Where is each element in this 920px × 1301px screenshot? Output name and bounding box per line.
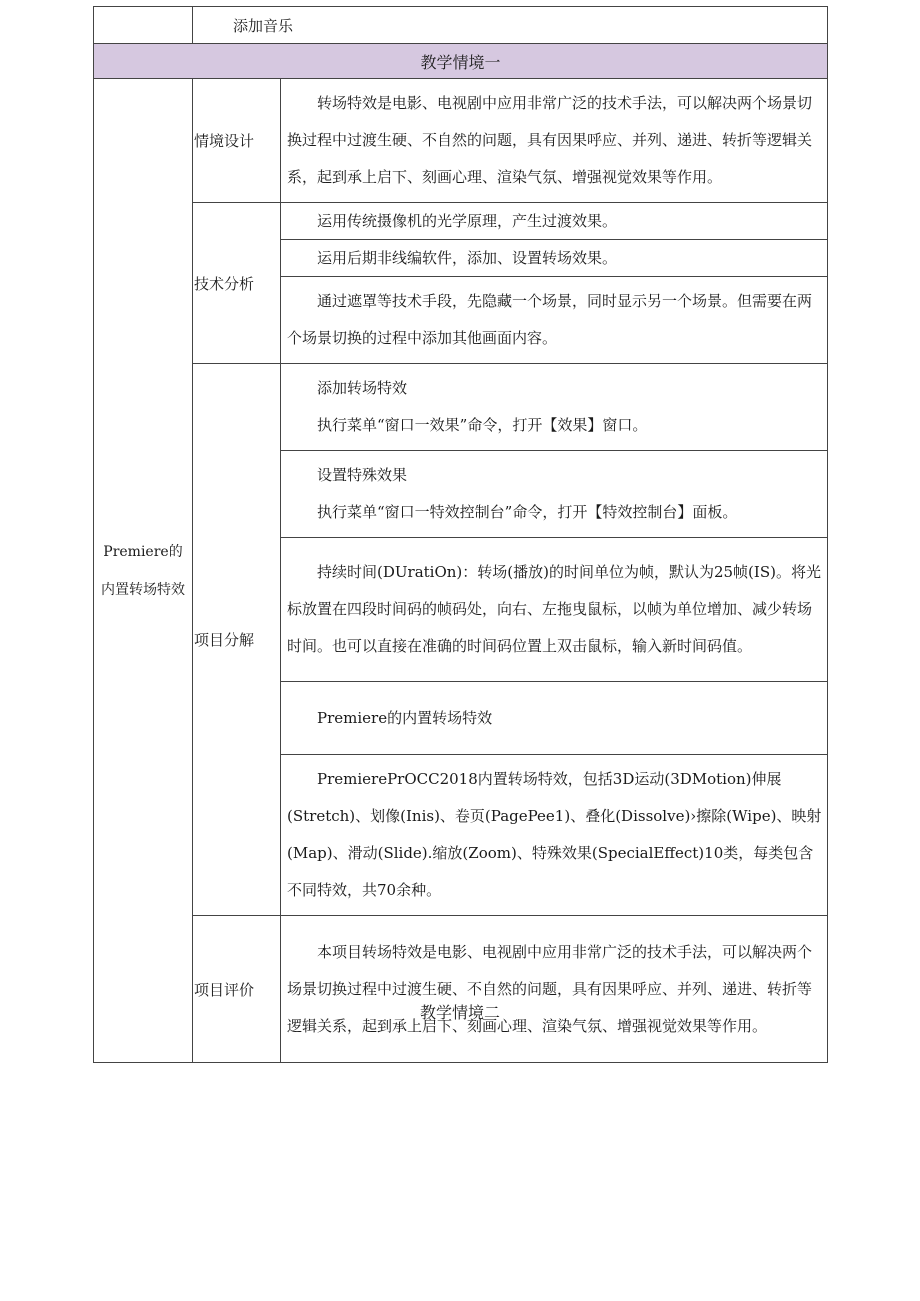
step-1-text: 执行菜单“窗口一效果”命令，打开【效果】窗口。 [317, 416, 648, 434]
step-2-text: 执行菜单“窗口一特效控制台”命令，打开【特效控制台】面板。 [317, 503, 738, 521]
top-row-label: 添加音乐 [193, 7, 828, 44]
analysis-item-3: 通过遮罩等技术手段，先隐藏一个场景，同时显示另一个场景。但需要在两个场景切换的过程中添加其他画面内容。 [281, 277, 828, 364]
analysis-item-2: 运用后期非线编软件，添加、设置转场效果。 [281, 240, 828, 277]
step-2-title: 设置特殊效果 [317, 466, 408, 484]
builtin-text: PremierePrOCC2018内置转场特效，包括3D运动(3DMotion)伸展(Stretch)、划像(Inis)、卷页(PagePee1)、叠化(Dissolve)›擦除(Wipe)、映射(Map)、滑动(Slide).缩放(Zoom)、特殊效果(SpecialEffect)10类，每类包含不同特效，共70余种。 [281, 755, 828, 916]
breakdown-step-2 [281, 451, 828, 538]
duration-text: 持续时间(DUratiOn)：转场(播放)的时间单位为帧，默认为25帧(IS)。将光标放置在四段时间码的帧码处，向右、左拖曳鼠标，以帧为单位增加、减少转场时间。也可以直接在准确的时间码位置上双击鼠标，输入新时间码值。 [281, 538, 828, 682]
design-text: 转场特效是电影、电视剧中应用非常广泛的技术手法，可以解决两个场景切换过程中过渡生硬、不自然的问题，具有因果呼应、并列、递进、转折等逻辑关系，起到承上启下、刻画心理、渲染气氛、增强视觉效果等作用。 [281, 79, 828, 203]
section-banner: 教学情境一 [94, 44, 828, 79]
evaluation-text: 本项目转场特效是电影、电视剧中应用非常广泛的技术手法，可以解决两个场景切换过程中过渡生硬、不自然的问题，具有因果呼应、并列、递进、转折等逻辑关系，起到承上启下、刻画心理、渲染气氛、增强视觉效果等作用。 [281, 916, 828, 1063]
analysis-item-1: 运用传统摄像机的光学原理，产生过渡效果。 [281, 203, 828, 240]
next-section-heading: 教学情境二 [419, 1003, 500, 1022]
builtin-title: Premiere的内置转场特效 [281, 682, 828, 755]
step-1-title: 添加转场特效 [317, 379, 408, 397]
evaluation-label: 项目评价 [193, 916, 281, 1063]
design-label: 情境设计 [193, 79, 281, 203]
topic-cell: Premiere的内置转场特效 [94, 79, 193, 1063]
breakdown-label: 项目分解 [193, 364, 281, 916]
breakdown-step-1 [281, 364, 828, 451]
analysis-label: 技术分析 [193, 203, 281, 364]
empty-cell [94, 7, 193, 44]
lesson-table [93, 6, 828, 1063]
